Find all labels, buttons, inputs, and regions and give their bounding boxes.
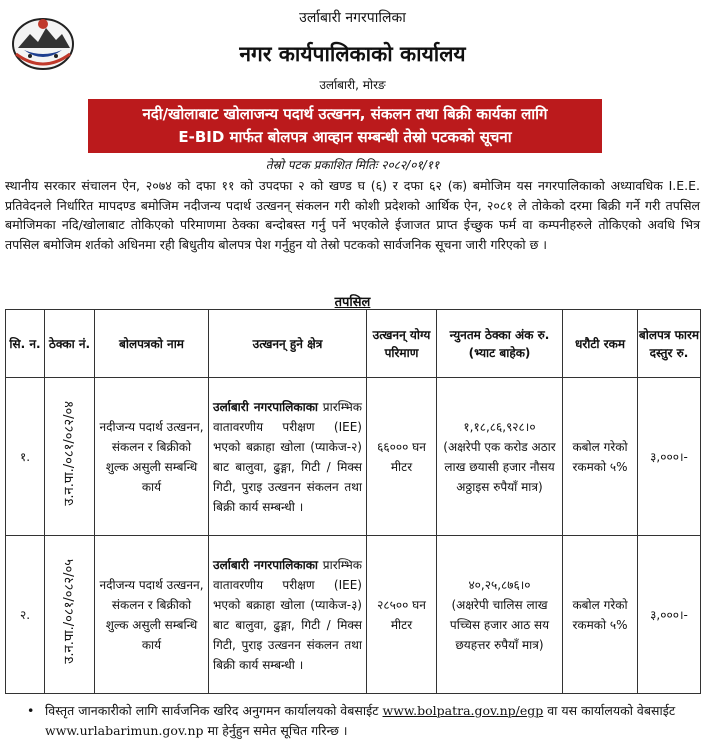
footnote-text-2: वा यस कार्यालयको वेबसाईट bbox=[547, 703, 676, 718]
contract-no-text: उ.न.पा./०८१/०८२/०४ bbox=[61, 401, 77, 506]
cell-sn: १. bbox=[6, 378, 45, 536]
area-text: प्रारम्भिक वातावरणीय परीक्षण (IEE) भएको बक्राहा खोला (प्याकेज-३) बाट बालुवा, ढुङ्गा, गिटी / मिक्स गिटी, पुराइ उत्खनन संकलन तथा बिक्री कार्य सम्बन्धी । bbox=[213, 557, 362, 672]
contract-no-text: उ.न.पा./०८१/०८२/०५ bbox=[61, 559, 77, 664]
min-amount-value: १,१८,८६,९२८।० bbox=[463, 419, 536, 434]
publish-date: तेस्रो पटक प्रकाशित मितिः २०८२/०१/११ bbox=[265, 158, 440, 172]
table-row bbox=[6, 378, 701, 536]
min-amount-value: ४०,२५,८७६।० bbox=[468, 577, 531, 592]
area-bold: उर्लाबारी नगरपालिकाका bbox=[213, 399, 319, 414]
cell-contract-no bbox=[45, 536, 95, 694]
cell-deposit: कबोल गरेको रकमको ५% bbox=[563, 378, 638, 536]
min-amount-words: (अक्षरेपी एक करोड अठार लाख छयासी हजार नौसय अठ्ठाइस रुपैयाँ मात्र) bbox=[443, 439, 556, 494]
cell-fee: ३,०००।- bbox=[638, 536, 701, 694]
office-address: उर्लाबारी, मोरङ bbox=[319, 78, 386, 92]
cell-deposit: कबोल गरेको रकमको ५% bbox=[563, 536, 638, 694]
min-amount-words: (अक्षरेपी चालिस लाख पच्चिस हजार आठ सय छयहत्तर रुपैयाँ मात्र) bbox=[449, 597, 550, 652]
cell-bid-name: नदीजन्य पदार्थ उत्खनन, संकलन र बिक्रीको शुल्क असुली सम्बन्धि कार्य bbox=[95, 536, 209, 694]
cell-min-amount bbox=[437, 536, 563, 694]
col-deposit: धरौटी रकम bbox=[563, 310, 638, 378]
municipality-name: उर्लाबारी नगरपालिका bbox=[299, 10, 406, 26]
cell-area bbox=[209, 536, 367, 694]
bullet-icon: • bbox=[27, 703, 35, 718]
office-title: नगर कार्यपालिकाको कार्यालय bbox=[239, 42, 466, 66]
footnote-text-3: मा हेर्नुहुन समेत सूचित गरिन्छ । bbox=[207, 723, 348, 738]
footnote-text-1: विस्तृत जानकारीको लागि सार्वजनिक खरिद अनुगमन कार्यालयको वेबसाईट bbox=[45, 703, 379, 718]
col-contract-no: ठेक्का नं. bbox=[45, 310, 95, 378]
cell-sn: २. bbox=[6, 536, 45, 694]
intro-paragraph: स्थानीय सरकार संचालन ऐन, २०७४ को दफा ११ को उपदफा २ को खण्ड घ (६) र दफा ६२ (क) बमोजिम यस नगरपालिकाको अध्यावधिक I.E.E. प्रतिवेदनले निर्धारित मापदण्ड बमोजिम नदीजन्य पदार्थ उत्खनन् संकलन गरी कोशी प्रदेशको आर्थिक ऐन, २०८१ ले तोकेको दरमा बिक्री गर्ने गरी तपसिल बमोजिमका नदि/खोलाबाट तोकिएको परिमाणमा ठेक्का बन्दोबस्त गर्नु पर्ने भएकोले ईजाजत प्राप्त ईच्छुक फर्म वा कम्पनीहरुले तोकिएको अवधि भित्र तपसिल बमोजिम शर्तको अधिनमा रही बिधुतीय बोलपत्र पेश गर्नुहुन यो तेस्रो पटकको सार्वजनिक सूचना जारी गरिएको छ । bbox=[5, 178, 700, 252]
cell-contract-no bbox=[45, 378, 95, 536]
cell-area bbox=[209, 378, 367, 536]
col-area: उत्खनन् हुने क्षेत्र bbox=[209, 310, 367, 378]
cell-bid-name: नदीजन्य पदार्थ उत्खनन, संकलन र बिक्रीको शुल्क असुली सम्बन्धि कार्य bbox=[95, 378, 209, 536]
municipality-link[interactable]: www.urlabarimun.gov.np bbox=[45, 723, 204, 738]
details-table bbox=[5, 309, 701, 694]
col-sn: सि. न. bbox=[6, 310, 45, 378]
cell-min-amount bbox=[437, 378, 563, 536]
cell-quantity: ६६००० घन मीटर bbox=[367, 378, 437, 536]
cell-quantity: २८५०० घन मीटर bbox=[367, 536, 437, 694]
footnote bbox=[5, 701, 700, 741]
table-header-row bbox=[6, 310, 701, 378]
col-min-amount: न्युनतम ठेक्का अंक रु. (भ्याट बाहेक) bbox=[437, 310, 563, 378]
col-fee: बोलपत्र फारम दस्तुर रु. bbox=[638, 310, 701, 378]
cell-fee: ३,०००।- bbox=[638, 378, 701, 536]
area-text: प्रारम्भिक वातावरणीय परीक्षण (IEE) भएको बक्राहा खोला (प्याकेज-२) बाट बालुवा, ढुङ्गा, गिटी / मिक्स गिटी, पुराइ उत्खनन संकलन तथा बिक्री कार्य सम्बन्धी । bbox=[213, 399, 362, 514]
table-row bbox=[6, 536, 701, 694]
notice-banner bbox=[88, 99, 602, 153]
table-label: तपसिल bbox=[334, 295, 371, 310]
banner-line-1: नदी/खोलाबाट खोलाजन्य पदार्थ उत्खनन, संकलन तथा बिक्री कार्यका लागि bbox=[142, 105, 548, 123]
col-bid-name: बोलपत्रको नाम bbox=[95, 310, 209, 378]
area-bold: उर्लाबारी नगरपालिकाका bbox=[213, 557, 319, 572]
bolpatra-link[interactable]: www.bolpatra.gov.np/egp bbox=[382, 703, 544, 718]
col-quantity: उत्खनन् योग्य परिमाण bbox=[367, 310, 437, 378]
banner-line-2: E-BID मार्फत बोलपत्र आव्हान सम्बन्धी तेस्रो पटकको सूचना bbox=[178, 128, 512, 146]
